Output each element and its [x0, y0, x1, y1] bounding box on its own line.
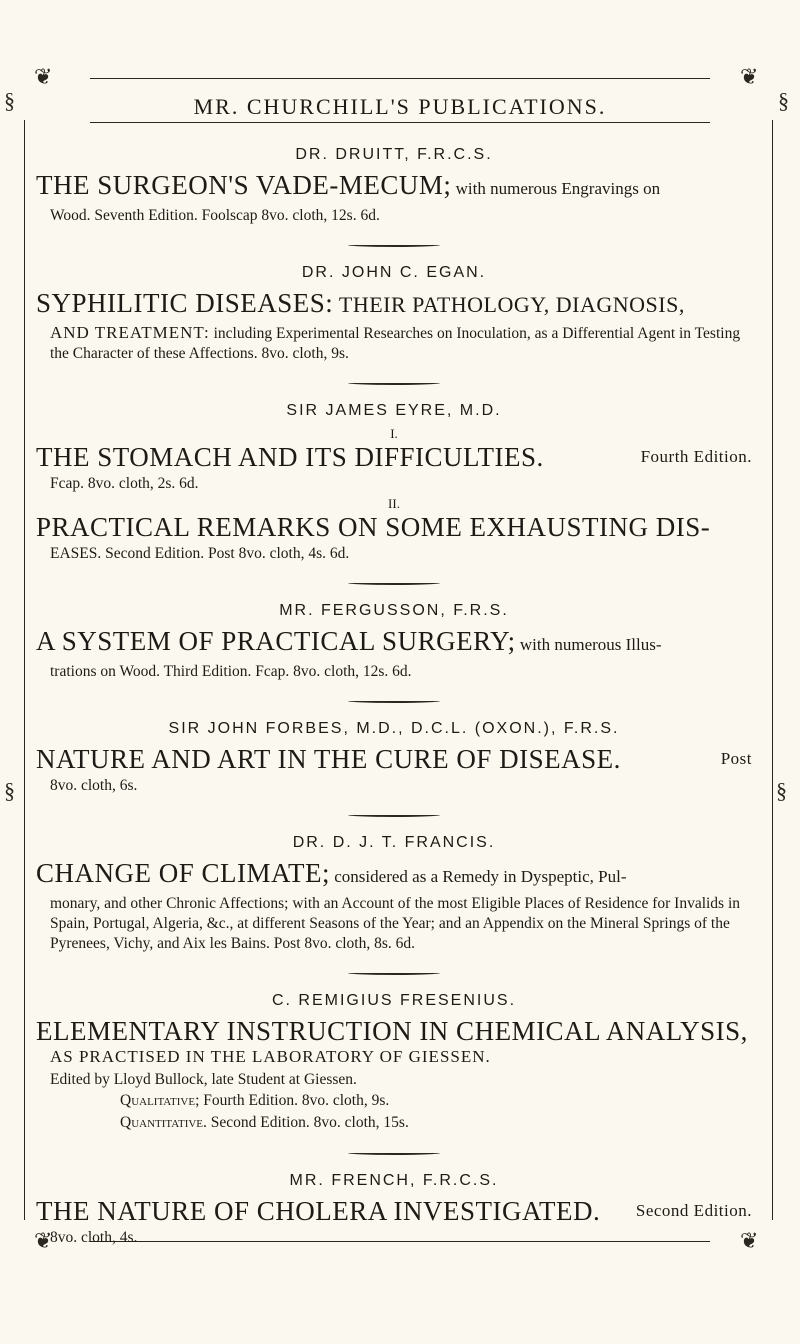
catalogue-entry	[36, 602, 752, 682]
title-line	[36, 1196, 752, 1226]
title-line	[36, 512, 752, 542]
book-title: CHANGE OF CLIMATE;	[36, 858, 331, 888]
catalogue	[36, 146, 752, 1248]
book-details	[50, 322, 752, 364]
book-details: 8vo. cloth, 4s.	[50, 1229, 138, 1246]
title-line	[36, 288, 752, 320]
catalogue-entry	[36, 834, 752, 954]
book-details: trations on Wood. Third Edition. Fcap. 8vo. cloth, 12s. 6d.	[50, 663, 412, 680]
frame-left-rule	[24, 120, 25, 1220]
author-name: SIR JOHN FORBES, M.D., D.C.L. (OXON.), F.R.S.	[168, 720, 620, 737]
catalogue-entry	[36, 720, 752, 796]
book-title: SYPHILITIC DISEASES:	[36, 288, 334, 318]
author-name: DR. JOHN C. EGAN.	[301, 264, 487, 281]
wavy-rule-icon	[36, 364, 752, 402]
catalogue-entry	[36, 992, 752, 1134]
page-header: MR. CHURCHILL'S PUBLICATIONS.	[193, 94, 607, 119]
leaf-ornament-icon: ❦	[34, 1228, 53, 1253]
title-continuation: considered as a Remedy in Dyspeptic, Pul-	[330, 867, 627, 886]
wavy-rule-icon	[36, 564, 752, 602]
leaf-ornament-icon: ❦	[740, 1228, 759, 1253]
scroll-ornament-icon: §	[776, 778, 787, 803]
book-title: THE STOMACH AND ITS DIFFICULTIES.	[36, 442, 544, 472]
title-continuation: THEIR PATHOLOGY, DIAGNOSIS,	[333, 292, 685, 317]
wavy-rule-icon	[36, 682, 752, 720]
book-details: Fcap. 8vo. cloth, 2s. 6d.	[50, 475, 199, 492]
title-line	[36, 858, 752, 892]
book-details: Wood. Seventh Edition. Foolscap 8vo. cloth, 12s. 6d.	[50, 207, 380, 224]
book-details: EASES. Second Edition. Post 8vo. cloth, 4s. 6d.	[50, 545, 350, 562]
book-subtitle: AND TREATMENT:	[50, 323, 210, 342]
catalogue-entry	[36, 146, 752, 226]
variant-details: Second Edition. 8vo. cloth, 15s.	[206, 1114, 409, 1131]
book-details: monary, and other Chronic Affections; with an Account of the most Eligible Places of Residence for Invalids in Spain, Portugal, Algeria, &c., at different Seasons of the Year; and an Appendix on the Mineral Springs of the Pyrenees, Vichy, and Aix les Bains. Post 8vo. cloth, 8s. 6d.	[50, 895, 741, 952]
author-name: MR. FERGUSSON, F.R.S.	[279, 602, 509, 619]
scroll-ornament-icon: §	[4, 778, 15, 803]
title-continuation: with numerous Illus-	[515, 635, 662, 654]
book-description: including Experimental Researches on Inoculation, as a Differential Agent in Testing the Character of these Affections. 8vo. cloth, 9s.	[50, 325, 741, 362]
edition-variant	[120, 1112, 752, 1134]
catalogue-entry	[36, 402, 752, 564]
wavy-rule-icon	[36, 954, 752, 992]
catalogue-entry	[36, 264, 752, 364]
variant-details: Fourth Edition. 8vo. cloth, 9s.	[199, 1092, 390, 1109]
author-name: MR. FRENCH, F.R.C.S.	[289, 1172, 499, 1189]
volume-numeral: II.	[388, 496, 400, 511]
author-name: C. REMIGIUS FRESENIUS.	[271, 992, 517, 1009]
frame-header-rule	[90, 122, 710, 123]
author-name: DR. DRUITT, F.R.C.S.	[295, 146, 493, 163]
title-continuation: with numerous Engravings on	[451, 179, 661, 198]
leaf-ornament-icon: ❦	[34, 64, 53, 89]
wavy-rule-icon	[36, 1134, 752, 1172]
book-details: Edited by Lloyd Bullock, late Student at Giessen.	[50, 1071, 357, 1088]
book-title: ELEMENTARY INSTRUCTION IN CHEMICAL ANALYSIS,	[36, 1016, 748, 1046]
edition-note: Fourth Edition.	[640, 447, 752, 466]
wavy-rule-icon	[36, 226, 752, 264]
variant-label: Qualitative;	[120, 1092, 200, 1109]
book-title: A SYSTEM OF PRACTICAL SURGERY;	[36, 626, 516, 656]
wavy-rule-icon	[36, 796, 752, 834]
variant-label: Quantitative.	[120, 1114, 207, 1131]
book-details: 8vo. cloth, 6s.	[50, 777, 138, 794]
author-name: DR. D. J. T. FRANCIS.	[292, 834, 496, 851]
book-title: PRACTICAL REMARKS ON SOME EXHAUSTING DIS-	[36, 512, 711, 542]
edition-note: Post	[720, 749, 752, 768]
title-line	[36, 442, 752, 472]
book-title: THE NATURE OF CHOLERA INVESTIGATED.	[36, 1196, 601, 1226]
book-title: NATURE AND ART IN THE CURE OF DISEASE.	[36, 744, 621, 774]
title-line	[36, 744, 752, 774]
edition-note: Second Edition.	[635, 1201, 752, 1220]
volume-numeral: I.	[390, 426, 398, 441]
author-name: SIR JAMES EYRE, M.D.	[286, 402, 502, 419]
leaf-ornament-icon: ❦	[740, 64, 759, 89]
scroll-ornament-icon: §	[4, 88, 15, 113]
title-line	[36, 170, 752, 204]
scroll-ornament-icon: §	[778, 88, 789, 113]
book-title: THE SURGEON'S VADE-MECUM;	[36, 170, 452, 200]
catalogue-entry	[36, 1172, 752, 1248]
title-line	[36, 1016, 752, 1046]
book-subtitle: AS PRACTISED IN THE LABORATORY OF GIESSEN.	[50, 1047, 491, 1066]
frame-right-rule	[772, 120, 773, 1220]
edition-variant	[120, 1090, 752, 1112]
frame-top-rule	[90, 78, 710, 79]
title-line	[36, 626, 752, 660]
